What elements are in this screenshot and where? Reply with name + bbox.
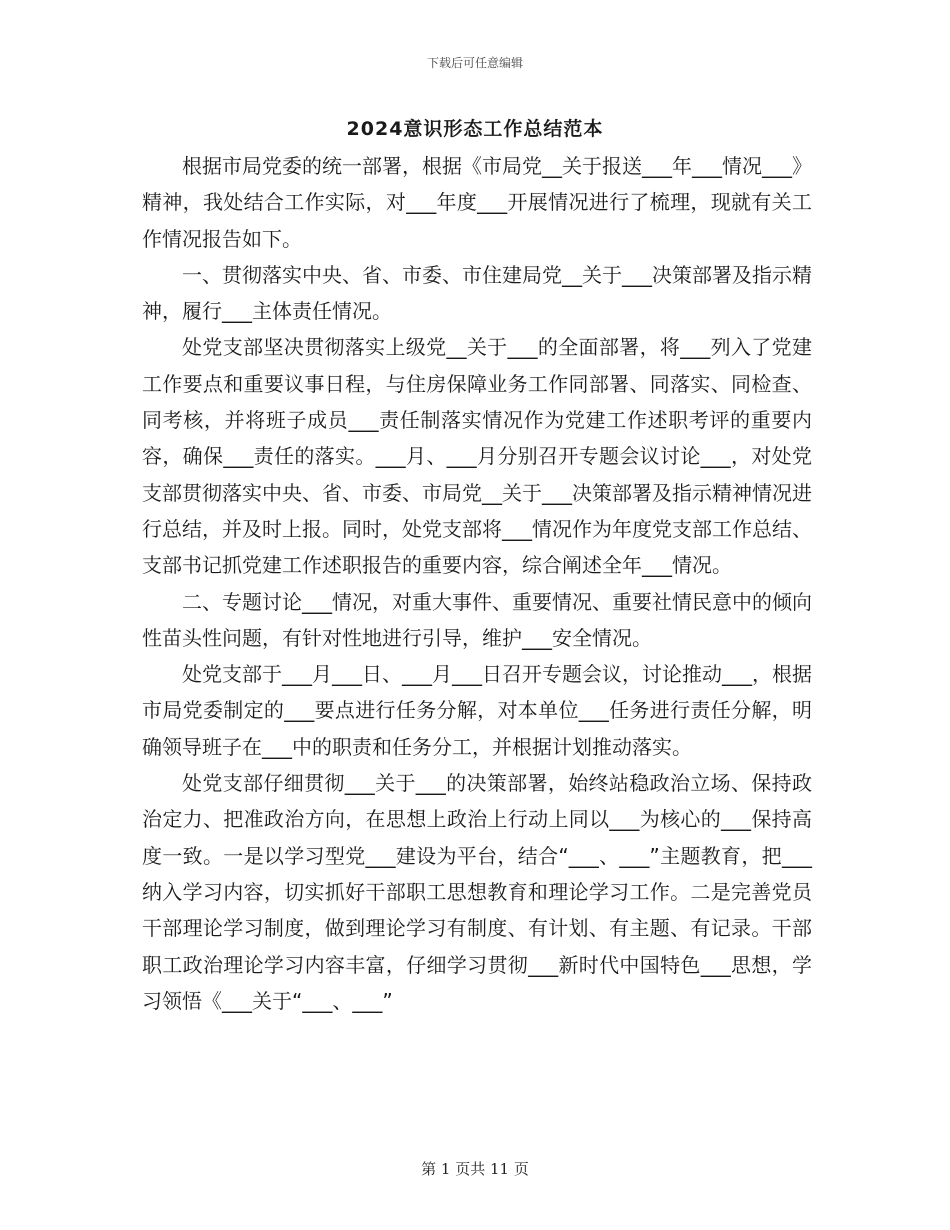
document-body	[142, 148, 812, 1019]
paragraph-section-2-body: 处党支部于___月___日、___月___日召开专题会议，讨论推动___，根据市局党委制定的___要点进行任务分解，对本单位___任务进行责任分解，明确领导班子在___中的职责和任务分工，并根据计划推动落实。	[142, 662, 812, 759]
paragraph-section-2-heading: 二、专题讨论___情况，对重大事件、重要情况、重要社情民意中的倾向性苗头性问题，有针对性地进行引导，维护___安全情况。	[142, 589, 812, 650]
page-footer: 第 1 页共 11 页	[421, 1160, 529, 1178]
header-note: 下载后可任意编辑	[426, 56, 523, 70]
document-title: 2024意识形态工作总结范本	[346, 118, 604, 140]
paragraph-section-1-heading: 一、贯彻落实中央、省、市委、市住建局党__关于___决策部署及指示精神，履行___主体责任情况。	[142, 262, 812, 324]
paragraph-section-1-body: 处党支部坚决贯彻落实上级党__关于___的全面部署，将___列入了党建工作要点和重要议事日程，与住房保障业务工作同部署、同落实、同检查、同考核，并将班子成员___责任制落实情况作为党建工作述职考评的重要内容，确保___责任的落实。___月、___月分别召开专题会议讨论___，对处党支部贯彻落实中央、省、市委、市局党__关于___决策部署及指示精神情况进行总结，并及时上报。同时，处党支部将___情况作为年度党支部工作总结、支部书记抓党建工作述职报告的重要内容，综合阐述全年___情况。	[142, 335, 812, 578]
paragraph-study-body: 处党支部仔细贯彻___关于___的决策部署，始终站稳政治立场、保持政治定力、把准政治方向，在思想上政治上行动上同以___为核心的___保持高度一致。一是以学习型党___建设为平台，结合“___、___”主题教育，把___纳入学习内容，切实抓好干部职工思想教育和理论学习工作。二是完善党员干部理论学习制度，做到理论学习有制度、有计划、有主题、有记录。干部职工政治理论学习内容丰富，仔细学习贯彻___新时代中国特色___思想，学习领悟《___关于“___、___”	[142, 771, 812, 1013]
paragraph-intro: 根据市局党委的统一部署，根据《市局党__关于报送___年___情况___》精神，我处结合工作实际，对___年度___开展情况进行了梳理，现就有关工作情况报告如下。	[142, 154, 812, 251]
